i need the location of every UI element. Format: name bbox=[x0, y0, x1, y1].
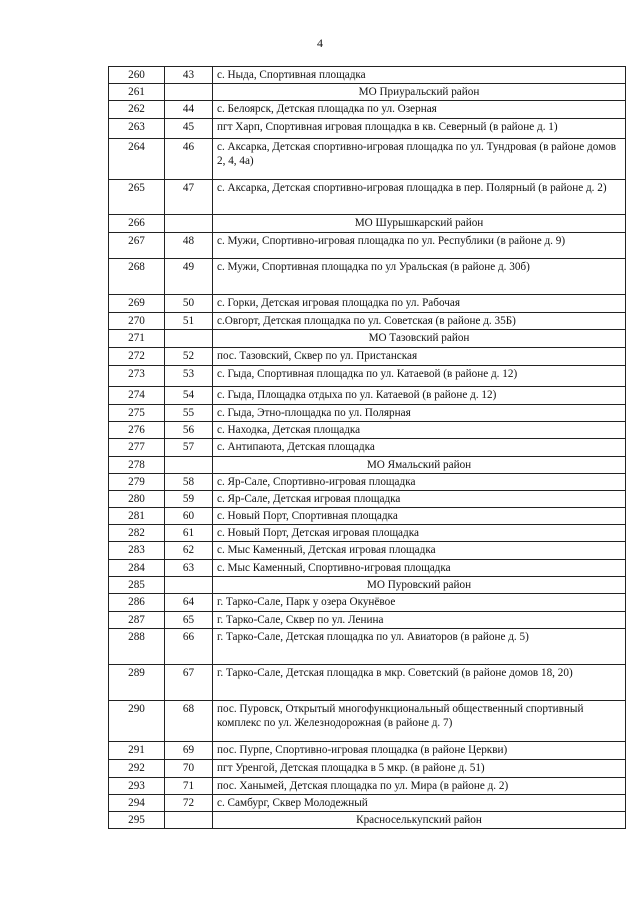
sub-number: 67 bbox=[165, 665, 213, 701]
table-row bbox=[109, 760, 626, 778]
sub-number: 61 bbox=[165, 525, 213, 542]
table-row bbox=[109, 180, 626, 215]
sub-number: 47 bbox=[165, 180, 213, 215]
table-row bbox=[109, 101, 626, 119]
district-name: МО Шурышкарский район bbox=[213, 215, 626, 233]
location-description: с. Аксарка, Детская спортивно-игровая площадка в пер. Полярный (в районе д. 2) bbox=[213, 180, 626, 215]
table-row bbox=[109, 474, 626, 491]
row-number: 278 bbox=[109, 457, 165, 474]
sub-number: 45 bbox=[165, 119, 213, 139]
location-description: с. Мужи, Спортивная площадка по ул Уральская (в районе д. 30б) bbox=[213, 259, 626, 295]
location-description: с. Антипаюта, Детская площадка bbox=[213, 439, 626, 457]
sub-number: 60 bbox=[165, 508, 213, 525]
location-description: с. Гыда, Этно-площадка по ул. Полярная bbox=[213, 405, 626, 422]
row-number: 264 bbox=[109, 139, 165, 180]
sub-number: 57 bbox=[165, 439, 213, 457]
table-row bbox=[109, 629, 626, 665]
table-row bbox=[109, 233, 626, 259]
location-description: с. Новый Порт, Детская игровая площадка bbox=[213, 525, 626, 542]
row-number: 273 bbox=[109, 366, 165, 387]
location-description: пос. Ханымей, Детская площадка по ул. Мира (в районе д. 2) bbox=[213, 778, 626, 795]
row-number: 289 bbox=[109, 665, 165, 701]
location-description: с. Яр-Сале, Спортивно-игровая площадка bbox=[213, 474, 626, 491]
row-number: 279 bbox=[109, 474, 165, 491]
row-number: 286 bbox=[109, 594, 165, 612]
location-description: с. Гыда, Спортивная площадка по ул. Катаевой (в районе д. 12) bbox=[213, 366, 626, 387]
sub-number bbox=[165, 84, 213, 101]
location-description: г. Тарко-Сале, Парк у озера Окунёвое bbox=[213, 594, 626, 612]
table-row bbox=[109, 508, 626, 525]
district-row bbox=[109, 457, 626, 474]
location-description: с. Белоярск, Детская площадка по ул. Озерная bbox=[213, 101, 626, 119]
location-description: с. Гыда, Площадка отдыха по ул. Катаевой (в районе д. 12) bbox=[213, 387, 626, 405]
row-number: 277 bbox=[109, 439, 165, 457]
table-row bbox=[109, 560, 626, 577]
table-row bbox=[109, 139, 626, 180]
location-description: с. Новый Порт, Спортивная площадка bbox=[213, 508, 626, 525]
sub-number: 58 bbox=[165, 474, 213, 491]
district-row bbox=[109, 215, 626, 233]
sub-number: 62 bbox=[165, 542, 213, 560]
row-number: 293 bbox=[109, 778, 165, 795]
district-name: Красноселькупский район bbox=[213, 812, 626, 829]
table-row bbox=[109, 387, 626, 405]
district-name: МО Тазовский район bbox=[213, 330, 626, 348]
table-row bbox=[109, 778, 626, 795]
sub-number: 59 bbox=[165, 491, 213, 508]
table-row bbox=[109, 665, 626, 701]
row-number: 269 bbox=[109, 295, 165, 313]
table-row bbox=[109, 366, 626, 387]
row-number: 266 bbox=[109, 215, 165, 233]
registry-table bbox=[108, 66, 626, 829]
location-description: пос. Пурпе, Спортивно-игровая площадка (в районе Церкви) bbox=[213, 742, 626, 760]
sub-number: 55 bbox=[165, 405, 213, 422]
location-description: пгт Уренгой, Детская площадка в 5 мкр. (в районе д. 51) bbox=[213, 760, 626, 778]
district-row bbox=[109, 330, 626, 348]
sub-number: 72 bbox=[165, 795, 213, 812]
location-description: пос. Тазовский, Сквер по ул. Пристанская bbox=[213, 348, 626, 366]
location-description: г. Тарко-Сале, Сквер по ул. Ленина bbox=[213, 612, 626, 629]
sub-number bbox=[165, 812, 213, 829]
row-number: 283 bbox=[109, 542, 165, 560]
location-description: пос. Пуровск, Открытый многофункциональный общественный спортивный комплекс по ул. Железнодорожная (в районе д. 7) bbox=[213, 701, 626, 742]
sub-number bbox=[165, 457, 213, 474]
location-description: с. Аксарка, Детская спортивно-игровая площадка по ул. Тундровая (в районе домов 2, 4, 4а) bbox=[213, 139, 626, 180]
location-description: с. Находка, Детская площадка bbox=[213, 422, 626, 439]
row-number: 263 bbox=[109, 119, 165, 139]
sub-number: 50 bbox=[165, 295, 213, 313]
location-description: с. Ныда, Спортивная площадка bbox=[213, 67, 626, 84]
row-number: 290 bbox=[109, 701, 165, 742]
row-number: 291 bbox=[109, 742, 165, 760]
table-row bbox=[109, 701, 626, 742]
sub-number: 70 bbox=[165, 760, 213, 778]
location-description: с.Овгорт, Детская площадка по ул. Советская (в районе д. 35Б) bbox=[213, 313, 626, 330]
district-row bbox=[109, 812, 626, 829]
row-number: 268 bbox=[109, 259, 165, 295]
location-description: пгт Харп, Спортивная игровая площадка в кв. Северный (в районе д. 1) bbox=[213, 119, 626, 139]
sub-number bbox=[165, 577, 213, 594]
row-number: 285 bbox=[109, 577, 165, 594]
table-row bbox=[109, 542, 626, 560]
row-number: 276 bbox=[109, 422, 165, 439]
location-description: г. Тарко-Сале, Детская площадка в мкр. Советский (в районе домов 18, 20) bbox=[213, 665, 626, 701]
sub-number bbox=[165, 215, 213, 233]
row-number: 270 bbox=[109, 313, 165, 330]
location-description: г. Тарко-Сале, Детская площадка по ул. Авиаторов (в районе д. 5) bbox=[213, 629, 626, 665]
sub-number bbox=[165, 330, 213, 348]
location-description: с. Мыс Каменный, Детская игровая площадка bbox=[213, 542, 626, 560]
row-number: 274 bbox=[109, 387, 165, 405]
row-number: 295 bbox=[109, 812, 165, 829]
location-description: с. Самбург, Сквер Молодежный bbox=[213, 795, 626, 812]
table-row bbox=[109, 439, 626, 457]
table-row bbox=[109, 525, 626, 542]
district-row bbox=[109, 577, 626, 594]
sub-number: 64 bbox=[165, 594, 213, 612]
sub-number: 71 bbox=[165, 778, 213, 795]
table-body bbox=[109, 67, 626, 829]
location-description: с. Мыс Каменный, Спортивно-игровая площадка bbox=[213, 560, 626, 577]
sub-number: 44 bbox=[165, 101, 213, 119]
district-name: МО Пуровский район bbox=[213, 577, 626, 594]
sub-number: 69 bbox=[165, 742, 213, 760]
sub-number: 65 bbox=[165, 612, 213, 629]
page-number: 4 bbox=[317, 36, 323, 50]
district-name: МО Приуральский район bbox=[213, 84, 626, 101]
sub-number: 51 bbox=[165, 313, 213, 330]
row-number: 272 bbox=[109, 348, 165, 366]
table-row bbox=[109, 67, 626, 84]
sub-number: 68 bbox=[165, 701, 213, 742]
location-description: с. Мужи, Спортивно-игровая площадка по ул. Республики (в районе д. 9) bbox=[213, 233, 626, 259]
row-number: 280 bbox=[109, 491, 165, 508]
row-number: 261 bbox=[109, 84, 165, 101]
row-number: 287 bbox=[109, 612, 165, 629]
table-row bbox=[109, 405, 626, 422]
row-number: 294 bbox=[109, 795, 165, 812]
table-row bbox=[109, 313, 626, 330]
table-row bbox=[109, 259, 626, 295]
table-row bbox=[109, 119, 626, 139]
sub-number: 53 bbox=[165, 366, 213, 387]
row-number: 275 bbox=[109, 405, 165, 422]
row-number: 271 bbox=[109, 330, 165, 348]
table-row bbox=[109, 742, 626, 760]
row-number: 262 bbox=[109, 101, 165, 119]
location-description: с. Яр-Сале, Детская игровая площадка bbox=[213, 491, 626, 508]
sub-number: 63 bbox=[165, 560, 213, 577]
sub-number: 56 bbox=[165, 422, 213, 439]
district-row bbox=[109, 84, 626, 101]
sub-number: 48 bbox=[165, 233, 213, 259]
table-row bbox=[109, 295, 626, 313]
sub-number: 49 bbox=[165, 259, 213, 295]
sub-number: 46 bbox=[165, 139, 213, 180]
row-number: 284 bbox=[109, 560, 165, 577]
district-name: МО Ямальский район bbox=[213, 457, 626, 474]
row-number: 267 bbox=[109, 233, 165, 259]
sub-number: 66 bbox=[165, 629, 213, 665]
location-description: с. Горки, Детская игровая площадка по ул. Рабочая bbox=[213, 295, 626, 313]
sub-number: 52 bbox=[165, 348, 213, 366]
sub-number: 54 bbox=[165, 387, 213, 405]
row-number: 281 bbox=[109, 508, 165, 525]
row-number: 260 bbox=[109, 67, 165, 84]
row-number: 288 bbox=[109, 629, 165, 665]
table-row bbox=[109, 491, 626, 508]
row-number: 265 bbox=[109, 180, 165, 215]
row-number: 292 bbox=[109, 760, 165, 778]
table-row bbox=[109, 422, 626, 439]
row-number: 282 bbox=[109, 525, 165, 542]
sub-number: 43 bbox=[165, 67, 213, 84]
table-row bbox=[109, 795, 626, 812]
table-row bbox=[109, 594, 626, 612]
table-row bbox=[109, 348, 626, 366]
table-row bbox=[109, 612, 626, 629]
